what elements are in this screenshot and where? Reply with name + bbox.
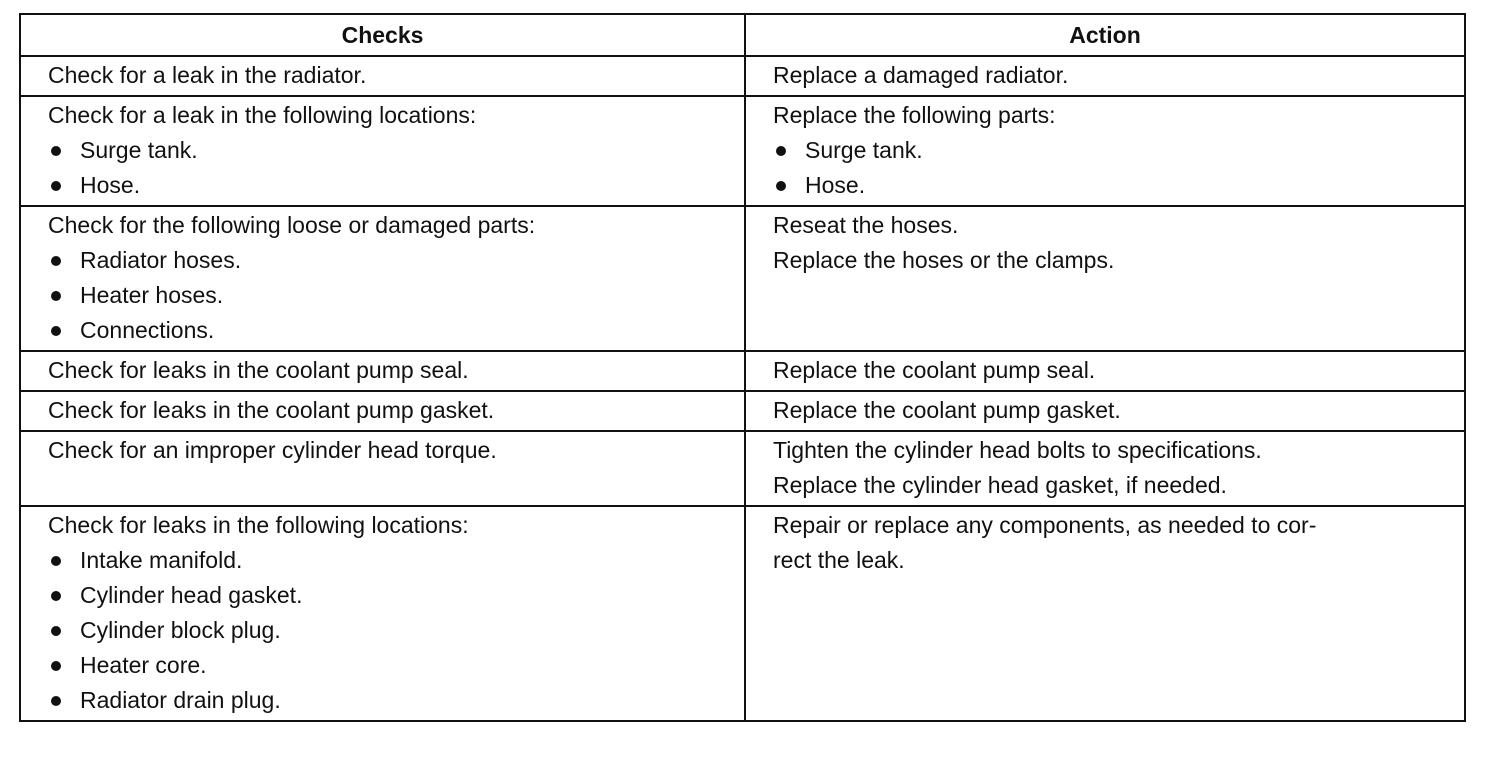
action-bullet-item: Surge tank. [773,133,1446,168]
checks-cell [20,351,745,391]
column-header-checks: Checks [20,14,745,56]
action-cell [745,506,1465,721]
action-bullet-list [773,133,1446,203]
check-bullet-list [48,543,726,718]
checks-cell [20,506,745,721]
checks-action-table [19,13,1466,722]
table-row [20,96,1465,206]
table-row [20,391,1465,431]
check-text: Check for an improper cylinder head torque. [48,437,497,463]
checks-cell [20,431,745,506]
action-text: Replace the cylinder head gasket, if needed. [773,472,1227,498]
check-text: Check for leaks in the coolant pump seal. [48,357,469,383]
table-row [20,351,1465,391]
table-body [20,56,1465,721]
action-cell [745,351,1465,391]
check-bullet-item: Connections. [48,313,726,348]
action-text: Replace a damaged radiator. [773,62,1069,88]
checks-cell [20,391,745,431]
check-bullet-item: Surge tank. [48,133,726,168]
action-text: Repair or replace any components, as needed to cor- [773,512,1317,538]
action-cell [745,96,1465,206]
column-header-action: Action [745,14,1465,56]
action-cell [745,431,1465,506]
check-bullet-item: Cylinder head gasket. [48,578,726,613]
table-row [20,56,1465,96]
action-text: Replace the coolant pump seal. [773,357,1096,383]
check-bullet-item: Intake manifold. [48,543,726,578]
checks-cell [20,206,745,351]
check-text: Check for leaks in the following locations: [48,512,469,538]
check-bullet-item: Radiator drain plug. [48,683,726,718]
check-bullet-item: Radiator hoses. [48,243,726,278]
action-bullet-item: Hose. [773,168,1446,203]
action-text: rect the leak. [773,547,905,573]
action-cell [745,206,1465,351]
action-text: Replace the following parts: [773,102,1056,128]
action-text: Reseat the hoses. [773,212,959,238]
table-row [20,206,1465,351]
checks-cell [20,56,745,96]
action-text: Tighten the cylinder head bolts to specifications. [773,437,1262,463]
action-text: Replace the coolant pump gasket. [773,397,1121,423]
checks-action-table-container [19,13,1464,722]
check-text: Check for a leak in the following locations: [48,102,477,128]
check-bullet-item: Heater hoses. [48,278,726,313]
check-text: Check for leaks in the coolant pump gasket. [48,397,495,423]
table-row [20,506,1465,721]
action-text: Replace the hoses or the clamps. [773,247,1115,273]
check-bullet-list [48,243,726,348]
check-text: Check for the following loose or damaged parts: [48,212,536,238]
action-cell [745,56,1465,96]
action-cell [745,391,1465,431]
check-bullet-list [48,133,726,203]
table-row [20,431,1465,506]
check-text: Check for a leak in the radiator. [48,62,367,88]
check-bullet-item: Cylinder block plug. [48,613,726,648]
check-bullet-item: Hose. [48,168,726,203]
table-header-row [20,14,1465,56]
check-bullet-item: Heater core. [48,648,726,683]
checks-cell [20,96,745,206]
